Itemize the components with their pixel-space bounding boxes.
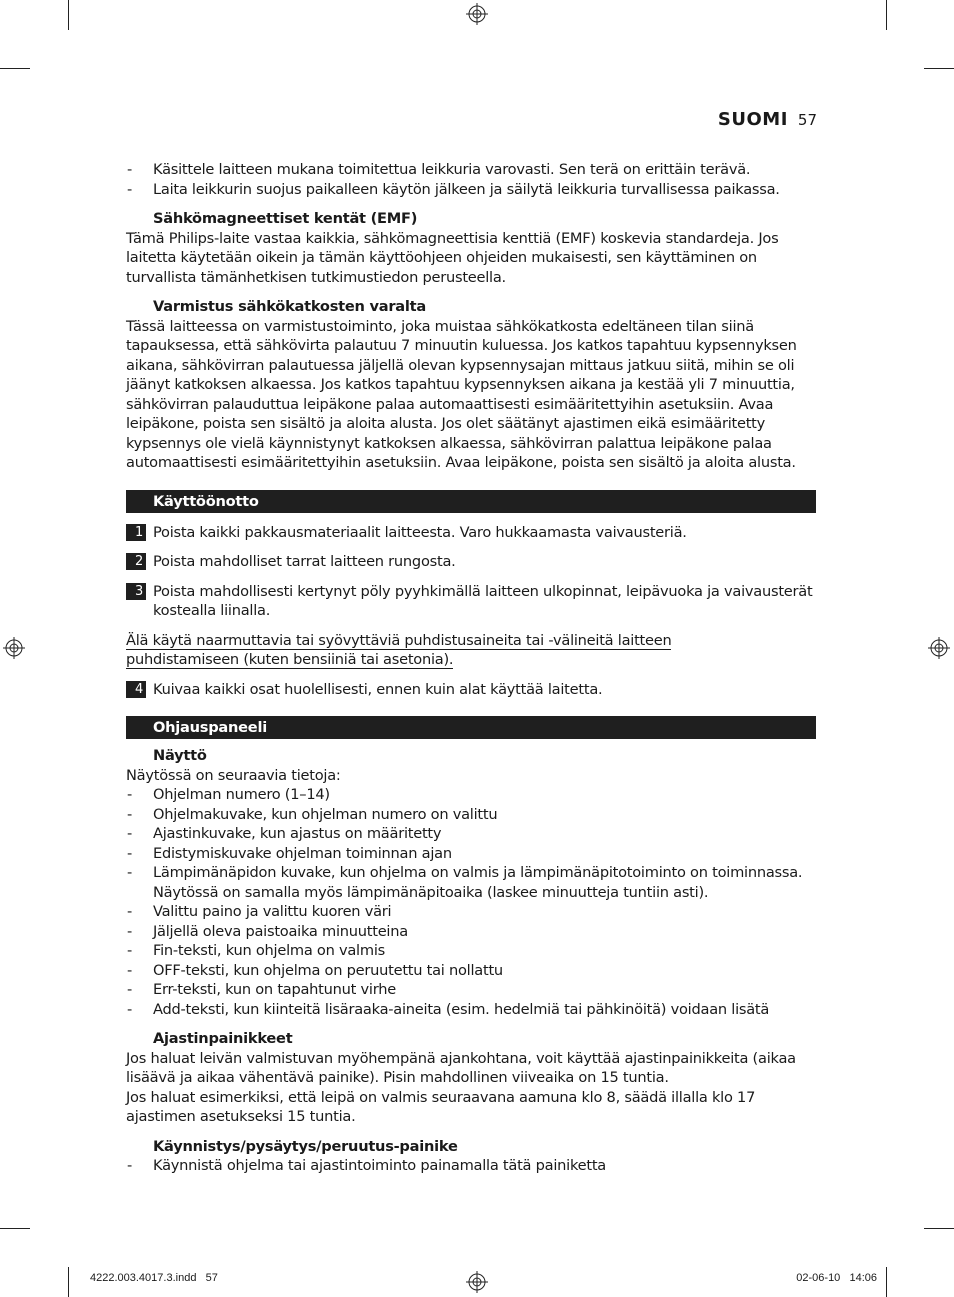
registration-mark-icon xyxy=(466,3,488,25)
timer-example: Jos haluat esimerkiksi, että leipä on valmis seuraavana aamuna klo 8, säädä illalla klo 17 ajastimen asetukseksi 15 tuntia. xyxy=(126,1088,756,1125)
list-item: - Err-teksti, kun on tapahtunut virhe xyxy=(126,980,816,1000)
power-failure-heading: Varmistus sähkökatkosten varalta xyxy=(153,298,426,315)
list-item: - Edistymiskuvake ohjelman toiminnan ajan xyxy=(126,844,816,864)
timer-text: Jos haluat leivän valmistuvan myöhempänä ajankohtana, voit käyttää ajastinpainikkeita (aikaa lisäävä ja aikaa vähentävä painike). Pisin mahdollinen viiveaika on 15 tuntia. xyxy=(126,1049,796,1086)
list-item: - Lämpimänäpidon kuvake, kun ohjelma on valmis ja lämpimänäpitotoiminto on toiminnassa. Näytössä on samalla myös lämpimänäpitoaika (laskee minuutteja tuntiin asti). xyxy=(126,863,803,902)
list-item: - Ajastinkuvake, kun ajastus on määritetty xyxy=(126,824,816,844)
section-title-kayttoonotto: Käyttöönotto xyxy=(126,490,816,513)
crop-mark xyxy=(924,68,954,69)
step-item xyxy=(126,680,816,700)
page-number: 57 xyxy=(797,111,817,129)
step-number: 3 xyxy=(126,583,146,600)
crop-mark xyxy=(886,0,887,30)
step-number: 1 xyxy=(126,524,146,541)
registration-mark-icon xyxy=(3,637,25,659)
warning-text: Älä käytä naarmuttavia tai syövyttäviä puhdistusaineita tai -välineitä laitteen puhdistamiseen (kuten bensiiniä tai asetonia). xyxy=(126,631,672,668)
step-text: Poista mahdollisesti kertynyt pöly pyyhkimällä laitteen ulkopinnat, leipävuoka ja vaivausterät kostealla liinalla. xyxy=(153,582,813,619)
step-number: 2 xyxy=(126,553,146,570)
crop-mark xyxy=(68,0,69,30)
list-item: - Käynnistä ohjelma tai ajastintoiminto painamalla tätä painiketta xyxy=(126,1156,816,1176)
cleaning-warning xyxy=(126,631,774,670)
registration-mark-icon xyxy=(466,1271,488,1293)
list-item: - Ohjelman numero (1–14) xyxy=(126,785,816,805)
list-item: - Fin-teksti, kun ohjelma on valmis xyxy=(126,941,816,961)
registration-mark-icon xyxy=(928,637,950,659)
language-label: SUOMI xyxy=(717,109,788,130)
list-item: - Ohjelmakuvake, kun ohjelman numero on valittu xyxy=(126,805,816,825)
crop-mark xyxy=(0,1228,30,1229)
crop-mark xyxy=(0,68,30,69)
list-item: - Valittu paino ja valittu kuoren väri xyxy=(126,902,816,922)
crop-mark xyxy=(886,1267,887,1297)
display-heading: Näyttö xyxy=(153,747,207,764)
timer-heading: Ajastinpainikkeet xyxy=(153,1030,293,1047)
step-item xyxy=(126,523,816,543)
list-item: - Jäljellä oleva paistoaika minuutteina xyxy=(126,922,816,942)
emf-text: Tämä Philips-laite vastaa kaikkia, sähkömagneettisia kenttiä (EMF) koskevia standardeja. Jos laitetta käytetään oikein ja tämän käyttöohjeen ohjeiden mukaisesti, sen käyttäminen on turvallista tämänhetkisen tutkimustiedon perusteella. xyxy=(126,229,779,286)
section-title-ohjauspaneeli: Ohjauspaneeli xyxy=(126,716,816,739)
step-text: Poista kaikki pakkausmateriaalit laitteesta. Varo hukkaamasta vaivausteriä. xyxy=(153,523,687,541)
crop-mark xyxy=(924,1228,954,1229)
list-item: - OFF-teksti, kun ohjelma on peruutettu tai nollattu xyxy=(126,961,816,981)
document-body xyxy=(126,160,816,1176)
step-item xyxy=(126,582,816,621)
step-item xyxy=(126,552,816,572)
list-item: - Add-teksti, kun kiinteitä lisäraaka-aineita (esim. hedelmiä tai pähkinöitä) voidaan lisätä xyxy=(126,1000,816,1020)
footer-timestamp: 02-06-10 14:06 xyxy=(796,1272,877,1284)
step-text: Poista mahdolliset tarrat laitteen rungosta. xyxy=(153,553,456,570)
start-stop-heading: Käynnistys/pysäytys/peruutus-painike xyxy=(153,1137,458,1155)
footer-file-info: 4222.003.4017.3.indd 57 xyxy=(90,1272,218,1284)
emf-heading: Sähkömagneettiset kentät (EMF) xyxy=(153,210,418,227)
step-text: Kuivaa kaikki osat huolellisesti, ennen kuin alat käyttää laitetta. xyxy=(153,680,603,698)
list-item: - Laita leikkurin suojus paikalleen käytön jälkeen ja säilytä leikkuria turvallisessa paikassa. xyxy=(126,180,816,200)
power-failure-text: Tässä laitteessa on varmistustoiminto, joka muistaa sähkökatkosta edeltäneen tilan siinä tapauksessa, että sähkövirta palautuu 7 minuutin kuluessa. Jos katkos tapahtuu kypsennyksen aikana, sähkövirran palautuessa jäljellä olevan kypsennysajan mittaus jatkuu siitä, mihin se oli jäänyt katkoksen alkaessa. Jos katkos tapahtuu kypsennyksen aikana ja kestää yli 7 minuuttia, sähkövirran palauduttua leipäkone palaa automaattisesti esimääritettyihin asetuksiin. Avaa leipäkone, poista sen sisältö ja aloita alusta. Jos olet säätänyt ajastimen eikä esimääritetty kypsennys ole vielä käynnistynyt katkoksen alkaessa, sähkövirran palattua leipäkone palaa automaattisesti esimääritettyihin asetuksiin. Avaa leipäkone, poista sen sisältö ja aloita alusta. xyxy=(126,317,797,471)
list-item: - Käsittele laitteen mukana toimitettua leikkuria varovasti. Sen terä on erittäin terävä. xyxy=(126,160,816,180)
page-header xyxy=(718,109,817,130)
step-number: 4 xyxy=(126,681,146,698)
crop-mark xyxy=(68,1267,69,1297)
display-intro: Näytössä on seuraavia tietoja: xyxy=(126,766,341,784)
